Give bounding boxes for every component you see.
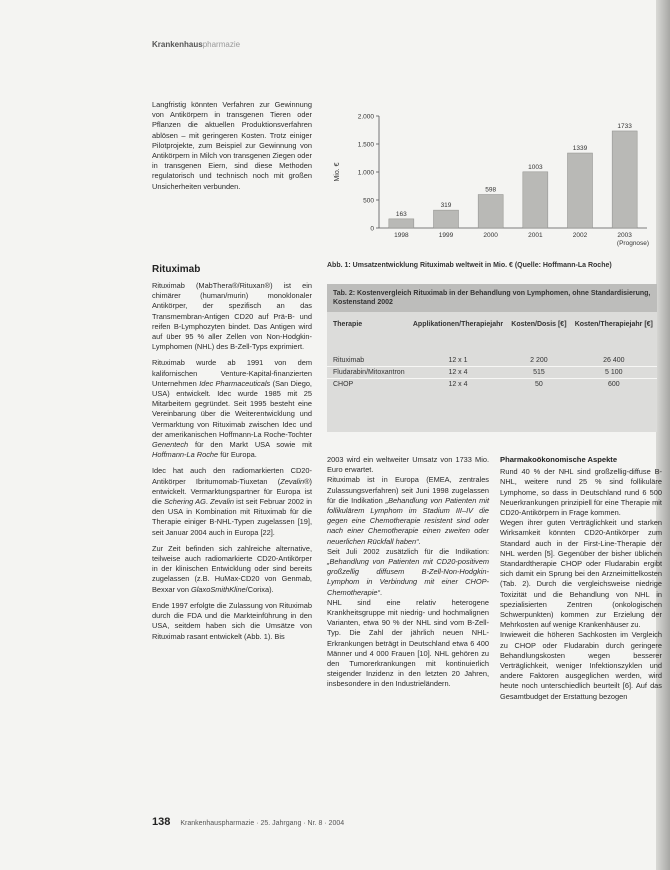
bar bbox=[389, 219, 414, 228]
bar-value-label: 163 bbox=[395, 210, 407, 218]
bar bbox=[523, 172, 548, 228]
column-1 bbox=[152, 281, 312, 642]
table-cell: 12 x 1 bbox=[448, 357, 468, 364]
section-title: Rituximab bbox=[152, 264, 201, 275]
bar-value-label: 1733 bbox=[617, 122, 632, 130]
col2-paragraph-2: Rituximab ist in Europa (EMEA, zentrales Zulassungsverfahren) seit Juni 1998 zugelassen für die Indikation „Behandlung von Patienten mit follikulärem Lymphom im Stadium III–IV die gegen eine Chemotherapie resistent sind oder nach einer Chemotherapie einen zweiten oder neuerlichen Rückfall haben“. bbox=[327, 475, 489, 546]
chart-note: (Prognose) bbox=[616, 240, 650, 247]
page-number: 138 bbox=[152, 816, 171, 828]
column-2 bbox=[327, 455, 489, 690]
table-row bbox=[327, 335, 657, 367]
x-tick-label: 1998 bbox=[394, 232, 409, 239]
running-head: Krankenhauspharmazie bbox=[152, 40, 241, 49]
col3-paragraph-1: Rund 40 % der NHL sind großzellig-diffuse B-NHL, weitere rund 25 % sind follikuläre Lymphome, so dass in Deutschland rund 6 500 Neuerkrankungen prinzipiell für eine Therapie mit CD20-Antikörpern in Frage kommen. bbox=[500, 467, 662, 518]
col1-paragraph-2: Rituximab wurde ab 1991 von dem kalifornischen Venture-Kapital-finanzierten Unternehmen Idec Pharmaceuticals (San Diego, USA) entwickelt. Idec wurde 1985 mit 25 Mitarbeitern gegründet. Seit 1995 besteht eine Vereinbarung über die Weiterentwicklung und Vermarktung von Rituximab zwischen Idec und der amerikanischen Hoffmann-La Roche-Tochter Genentech für den Markt USA sowie mit Hoffmann-La Roche für Europa. bbox=[152, 358, 312, 460]
table-cell: 600 bbox=[571, 379, 657, 391]
table-header-row bbox=[327, 312, 657, 335]
bar-value-label: 1339 bbox=[572, 145, 588, 153]
bar-value-label: 598 bbox=[485, 186, 497, 194]
table-cell: Fludarabin/Mitoxantron bbox=[327, 367, 409, 379]
y-tick-label: 0 bbox=[370, 225, 374, 233]
page-footer bbox=[152, 816, 344, 828]
col1-paragraph-3: Idec hat auch den radiomarkierten CD20-Antikörper Ibritumomab-Tiuxetan (Zevalin®) entwickelt. Vermarktungspartner für Europa ist die Schering AG. Zevalin ist seit Februar 2002 in den USA in Kombination mit Rituximab für die Therapie einiger B-NHL-Typen zugelassen [19], seit Januar 2004 auch in Europa [22]. bbox=[152, 466, 312, 537]
table-row bbox=[327, 379, 657, 391]
col2-paragraph-1: 2003 wird ein weltweiter Umsatz von 1733 Mio. Euro erwartet. bbox=[327, 455, 489, 475]
col1-paragraph-1: Rituximab (MabThera®/Rituxan®) ist ein chimärer (human/murin) monoklonaler Antikörper, der spezifisch an das Transmembran-Antigen CD20 auf Prä-B- und reifen B-Lymphozyten bindet. Das Antigen wird auf über 95 % aller Zellen von Non-Hodgkin-Lymphomen (NHL) des B-Zell-Typs exprimiert. bbox=[152, 281, 312, 352]
col3-heading: Pharmakoökonomische Aspekte bbox=[500, 455, 618, 464]
y-tick-label: 2.000 bbox=[357, 113, 374, 121]
table-header-cell: Applikationen/Therapiejahr bbox=[412, 321, 504, 328]
table-cell: 50 bbox=[507, 379, 570, 391]
col3-paragraph-2: Wegen ihrer guten Verträglichkeit und starken Wirksamkeit könnten CD20-Antikörper zum Standard auch in der First-Line-Therapie der NHL werden [5]. Gegenüber der bisher üblichen Standardtherapie CHOP oder Fludarabin ergibt sich damit ein Sprung bei den Arzneimittelkosten (Tab. 2). Durch die vergleichsweise niedrige Toxizität und die Behandlung von NHL in spezialisierten Zentren (onkologischen Schwerpunkten) kommen zur Erzielung der Mehrkosten auf wenige Krankenhäuser zu. bbox=[500, 518, 662, 630]
table-header-cell: Kosten/Dosis [€] bbox=[511, 321, 567, 328]
table-caption: Tab. 2: Kostenvergleich Rituximab in der Behandlung von Lymphomen, ohne Standardisierung, Kostenstand 2002 bbox=[327, 284, 657, 312]
table-cell: 515 bbox=[507, 367, 570, 379]
table-cell: CHOP bbox=[327, 379, 409, 391]
figure-caption: Abb. 1: Umsatzentwicklung Rituximab weltweit in Mio. € (Quelle: Hoffmann-La Roche) bbox=[327, 262, 612, 269]
x-tick-label: 2000 bbox=[483, 232, 498, 239]
table-cell: 2 200 bbox=[530, 357, 548, 364]
x-tick-label: 2001 bbox=[528, 232, 543, 239]
col1-paragraph-5: Ende 1997 erfolgte die Zulassung von Rituximab durch die FDA und die Markteinführung in den USA, seitdem haben sich die Umsätze von Rituximab rasant entwickelt (Abb. 1). Bis bbox=[152, 600, 312, 641]
y-axis-label: Mio. € bbox=[334, 162, 341, 182]
col1-paragraph-4: Zur Zeit befinden sich zahlreiche alternative, teilweise auch radiomarkierte CD20-Antikörper in der klinischen Entwicklung oder sind bereits zugelassen (z.B. HuMax-CD20 von Genmab, Bexxar von GlaxoSmithKline/Corixa). bbox=[152, 543, 312, 594]
table-grid bbox=[327, 312, 657, 390]
y-tick-label: 1.000 bbox=[357, 169, 374, 177]
bar bbox=[567, 153, 592, 228]
col2-paragraph-4: NHL sind eine relativ heterogene Krankheitsgruppe mit niedrig- und hochmalignen Varianten, etwa 90 % der NHL sind vom B-Zell-Typ. Die Zahl der jährlich neuen NHL-Erkrankungen beträgt in Deutschland etwa 6 400 Männer und 4 000 Frauen [10]. NHL gehören zu den Tumorerkrankungen mit kontinuierlich steigender Inzidenz in den letzten 20 Jahren, insbesondere in den Industrieländern. bbox=[327, 597, 489, 689]
cost-comparison-table bbox=[327, 284, 657, 432]
chart-svg bbox=[327, 108, 657, 253]
bar bbox=[612, 131, 637, 228]
table-cell: 5 100 bbox=[571, 367, 657, 379]
x-tick-label: 2002 bbox=[572, 232, 588, 239]
bar-value-label: 1003 bbox=[528, 163, 543, 171]
bar-value-label: 319 bbox=[440, 202, 452, 210]
col3-paragraph-3: Inwieweit die höheren Sachkosten im Vergleich zu CHOP oder Fludarabin durch geringere Behandlungskosten wegen besserer Verträglichkeit, weniger Infektionszyklen und andere Faktoren ausgeglichen werden, wird heute noch unterschiedlich beurteilt [6]. Auf das Gesamtbudget der Erstattung bezogen bbox=[500, 630, 662, 701]
y-tick-label: 1.500 bbox=[357, 141, 374, 149]
table-header-cell: Kosten/Therapiejahr [€] bbox=[574, 321, 653, 328]
table-cell: Rituximab bbox=[333, 357, 365, 364]
col2-paragraph-3: Seit Juli 2002 zusätzlich für die Indikation: „Behandlung von Patienten mit CD20-positivem großzellig diffusem B-Zell-Non-Hodgkin-Lymphom in Verbindung mit einer CHOP-Chemotherapie“. bbox=[327, 546, 489, 597]
column-3 bbox=[500, 455, 662, 702]
journal-info: Krankenhauspharmazie · 25. Jahrgang · Nr. 8 · 2004 bbox=[180, 820, 345, 827]
table-cell: 26 400 bbox=[603, 357, 625, 364]
intro-paragraph: Langfristig könnten Verfahren zur Gewinnung von Antikörpern in transgenen Tieren oder Pflanzen die aktuellen Produktionsverfahren ablösen – mit geringeren Kosten. Trotz einiger Pilotprojekte, zum Beispiel zur Gewinnung von Antikörpern in Milch von transgenen Ziegen oder in transgenen Eiern, sind diese Methoden regulatorisch und technisch noch mit großen Unsicherheiten verbunden. bbox=[152, 100, 312, 191]
table-row bbox=[327, 367, 657, 379]
table-cell: 12 x 4 bbox=[409, 367, 507, 379]
table-cell: 12 x 4 bbox=[409, 379, 507, 391]
bar bbox=[433, 210, 458, 228]
revenue-bar-chart bbox=[327, 108, 657, 253]
x-tick-label: 2003 bbox=[617, 232, 632, 239]
page-spine-shadow bbox=[656, 0, 670, 870]
x-tick-label: 1999 bbox=[438, 232, 454, 239]
y-tick-label: 500 bbox=[363, 197, 374, 205]
bar bbox=[478, 195, 503, 228]
table-header-cell: Therapie bbox=[333, 321, 363, 328]
